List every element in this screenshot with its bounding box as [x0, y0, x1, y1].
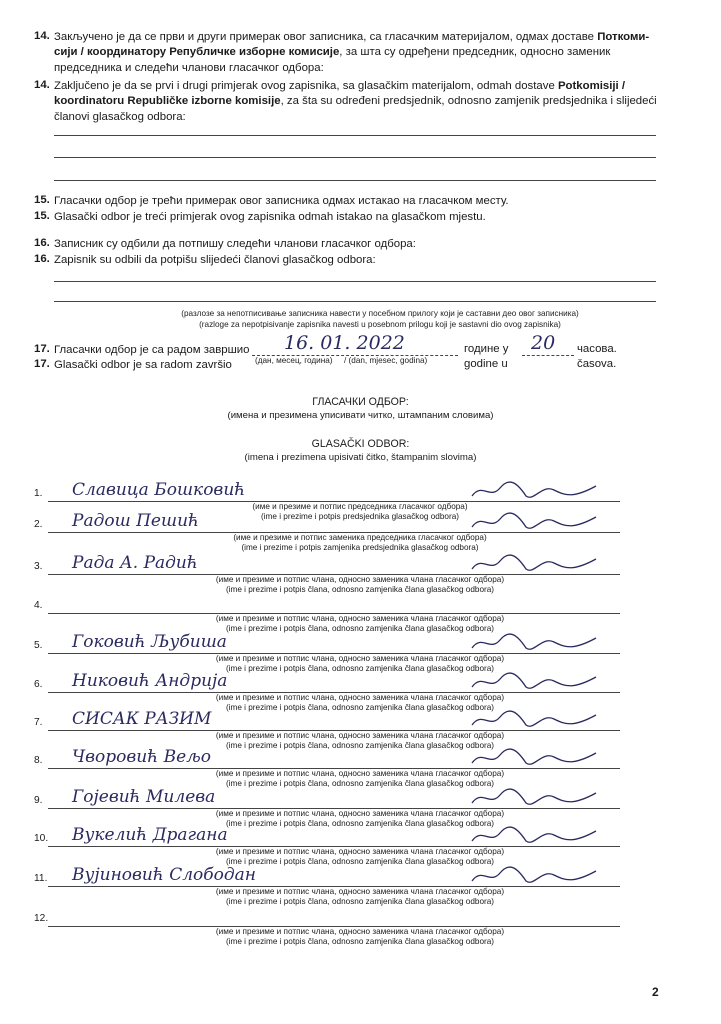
signature-caption-cyr: (име и презиме и потпис члана, односно заменика члана гласачког одбора)	[215, 847, 505, 856]
signature-row-number: 4.	[34, 600, 43, 611]
handwritten-name: Радош Пешић	[72, 511, 199, 531]
handwritten-hour: 20	[531, 332, 556, 354]
handwritten-name: Славица Бошковић	[72, 480, 246, 500]
handwritten-date: 16. 01. 2022	[284, 332, 405, 354]
item-16-lat-number: 16.	[34, 253, 50, 265]
date-hint-cyr: (дан, месец, година)	[255, 356, 333, 365]
signature-caption-lat: (ime i prezime i potpis predsjednika glasačkog odbora)	[261, 512, 459, 521]
signature-scribble	[470, 632, 600, 654]
signature-row-number: 6.	[34, 679, 43, 690]
handwritten-name: Вујиновић Слободан	[72, 865, 256, 885]
blank-line	[54, 180, 656, 181]
signature-caption-cyr: (име и презиме и потпис члана, односно заменика члана гласачког одбора)	[215, 769, 505, 778]
board-title-lat: GLASAČKI ODBOR:	[311, 438, 410, 450]
signature-caption-cyr: (име и презиме и потпис члана, односно заменика члана гласачког одбора)	[215, 887, 505, 896]
signature-caption-cyr: (име и презиме и потпис заменика председника гласачког одбора)	[233, 533, 487, 542]
signature-scribble	[470, 480, 600, 502]
item-17-lat-text: Glasački odbor je sa radom završio	[54, 359, 232, 371]
item-14-lat-number: 14.	[34, 79, 50, 91]
signature-caption-cyr: (име и презиме и потпис члана, односно заменика члана гласачког одбора)	[215, 614, 505, 623]
item-17-cyr-text: Гласачки одбор је са радом завршио	[54, 344, 250, 356]
signature-scribble	[470, 825, 600, 847]
item-14-cyr-number: 14.	[34, 30, 50, 42]
date-hint-lat: / (dan, mjesec, godina)	[344, 356, 428, 365]
signature-caption-lat: (ime i prezime i potpis člana, odnosno zamjenika člana glasačkog odbora)	[225, 779, 495, 788]
signature-caption-cyr: (име и презиме и потпис председника гласачког одбора)	[252, 502, 468, 511]
item-16-lat-text: Zapisnik su odbili da potpišu slijedeći članovi glasačkog odbora:	[54, 254, 376, 266]
item-16-cyr-text: Записник су одбили да потпишу следећи чланови гласачког одбора:	[54, 238, 416, 250]
hours-label-cyr: часова.	[577, 343, 617, 355]
item-14-lat-part-b: Potkomisiji / koordinatoru Republičke izborne komisije	[54, 80, 626, 108]
signature-caption-lat: (ime i prezime i potpis člana, odnosno zamjenika člana glasačkog odbora)	[225, 819, 495, 828]
signature-row-number: 8.	[34, 755, 43, 766]
signature-row-number: 11.	[34, 873, 48, 884]
item-14-lat-part-c: , za šta su određeni predsjednik, odnosno zamjenik predsjednika i slijedeći članovi glasačkog odbora:	[54, 95, 657, 123]
signature-row-number: 12.	[34, 913, 49, 924]
item-16-cyr-number: 16.	[34, 237, 50, 249]
signature-row-number: 3.	[34, 561, 43, 572]
signature-row-number: 5.	[34, 640, 43, 651]
signature-caption-cyr: (име и презиме и потпис члана, односно заменика члана гласачког одбора)	[215, 809, 505, 818]
item-14-cyr-text	[54, 30, 664, 76]
signature-row-number: 1.	[34, 488, 43, 499]
item-17-lat-number: 17.	[34, 358, 50, 370]
signature-caption-cyr: (име и презиме и потпис члана, односно заменика члана гласачког одбора)	[215, 693, 505, 702]
handwritten-name: Гојевић Милева	[72, 787, 216, 807]
board-title-cyr: ГЛАСАЧКИ ОДБОР:	[312, 396, 409, 408]
signature-scribble	[470, 671, 600, 693]
signature-scribble	[470, 865, 600, 887]
signature-row-number: 2.	[34, 519, 43, 530]
signature-caption-cyr: (име и презиме и потпис члана, односно заменика члана гласачког одбора)	[215, 731, 505, 740]
item-15-lat-number: 15.	[34, 210, 50, 222]
signature-caption-lat: (ime i prezime i potpis člana, odnosno zamjenika člana glasačkog odbora)	[225, 897, 495, 906]
signature-caption-lat: (ime i prezime i potpis člana, odnosno zamjenika člana glasačkog odbora)	[225, 741, 495, 750]
blank-line	[54, 281, 656, 282]
handwritten-name: Вукелић Драгана	[72, 825, 228, 845]
board-subtitle-lat: (imena i prezimena upisivati čitko, štampanim slovima)	[244, 452, 477, 463]
reasons-note-lat: (razloge za nepotpisivanje zapisnika navesti u posebnom prilogu koji je sastavni dio ovog zapisnika)	[199, 320, 561, 329]
signature-scribble	[470, 787, 600, 809]
signature-scribble	[470, 511, 600, 533]
item-15-cyr-number: 15.	[34, 194, 50, 206]
handwritten-name: Рада А. Радић	[72, 553, 198, 573]
item-14-cyr-part-a: Закључено је да се први и други примерак овог записника, са гласачким материјалом, одмах доставе	[54, 31, 598, 43]
item-14-cyr-part-c: , за шта су одређени председник, односно заменик председника и следећи чланови гласачког одбора:	[54, 46, 611, 74]
signature-caption-lat: (ime i prezime i potpis zamjenika predsjednika glasačkog odbora)	[241, 543, 479, 552]
signature-caption-lat: (ime i prezime i potpis člana, odnosno zamjenika člana glasačkog odbora)	[225, 664, 495, 673]
signature-caption-lat: (ime i prezime i potpis člana, odnosno zamjenika člana glasačkog odbora)	[225, 585, 495, 594]
board-subtitle-cyr: (имена и презимена уписивати читко, штампаним словима)	[227, 410, 494, 421]
signature-row-number: 10.	[34, 833, 49, 844]
signature-caption-lat: (ime i prezime i potpis člana, odnosno zamjenika člana glasačkog odbora)	[225, 857, 495, 866]
signature-caption-cyr: (име и презиме и потпис члана, односно заменика члана гласачког одбора)	[215, 654, 505, 663]
signature-caption-lat: (ime i prezime i potpis člana, odnosno zamjenika člana glasačkog odbora)	[225, 937, 495, 946]
handwritten-name: Чворовић Вељо	[72, 747, 211, 767]
item-14-lat-part-a: Zaključeno je da se prvi i drugi primjerak ovog zapisnika, sa glasačkim materijalom, odmah dostave	[54, 80, 558, 92]
signature-caption-lat: (ime i prezime i potpis člana, odnosno zamjenika člana glasačkog odbora)	[225, 703, 495, 712]
item-17-cyr-number: 17.	[34, 343, 50, 355]
signature-row-number: 7.	[34, 717, 43, 728]
blank-line	[54, 135, 656, 136]
hour-line	[522, 355, 574, 356]
handwritten-name: СИСАК РАЗИМ	[72, 709, 212, 729]
signature-row-number: 9.	[34, 795, 43, 806]
handwritten-name: Никовић Андрија	[72, 671, 228, 691]
signature-caption-cyr: (име и презиме и потпис члана, односно заменика члана гласачког одбора)	[215, 575, 505, 584]
signature-caption-cyr: (име и презиме и потпис члана, односно заменика члана гласачког одбора)	[215, 927, 505, 936]
blank-line	[54, 157, 656, 158]
item-14-lat-text	[54, 79, 664, 125]
page-number: 2	[652, 985, 659, 999]
signature-caption-lat: (ime i prezime i potpis člana, odnosno zamjenika člana glasačkog odbora)	[225, 624, 495, 633]
signature-scribble	[470, 553, 600, 575]
blank-line	[54, 301, 656, 302]
signature-scribble	[470, 709, 600, 731]
item-15-lat-text: Glasački odbor je treći primjerak ovog zapisnika odmah istakao na glasačkom mjestu.	[54, 211, 486, 223]
signature-scribble	[470, 747, 600, 769]
hours-label-lat: časova.	[577, 358, 617, 370]
handwritten-name: Гоковић Љубиша	[72, 632, 227, 652]
year-label-cyr: године у	[464, 343, 509, 355]
reasons-note-cyr: (разлозе за непотписивање записника навести у посебном прилогу који је саставни део овог записника)	[181, 309, 579, 318]
item-14-cyr-part-b: Поткоми-сији / координатору Републичке изборне комисије	[54, 31, 650, 59]
item-15-cyr-text: Гласачки одбор је трећи примерак овог записника одмах истакао на гласачком месту.	[54, 195, 509, 207]
year-label-lat: godine u	[464, 358, 508, 370]
